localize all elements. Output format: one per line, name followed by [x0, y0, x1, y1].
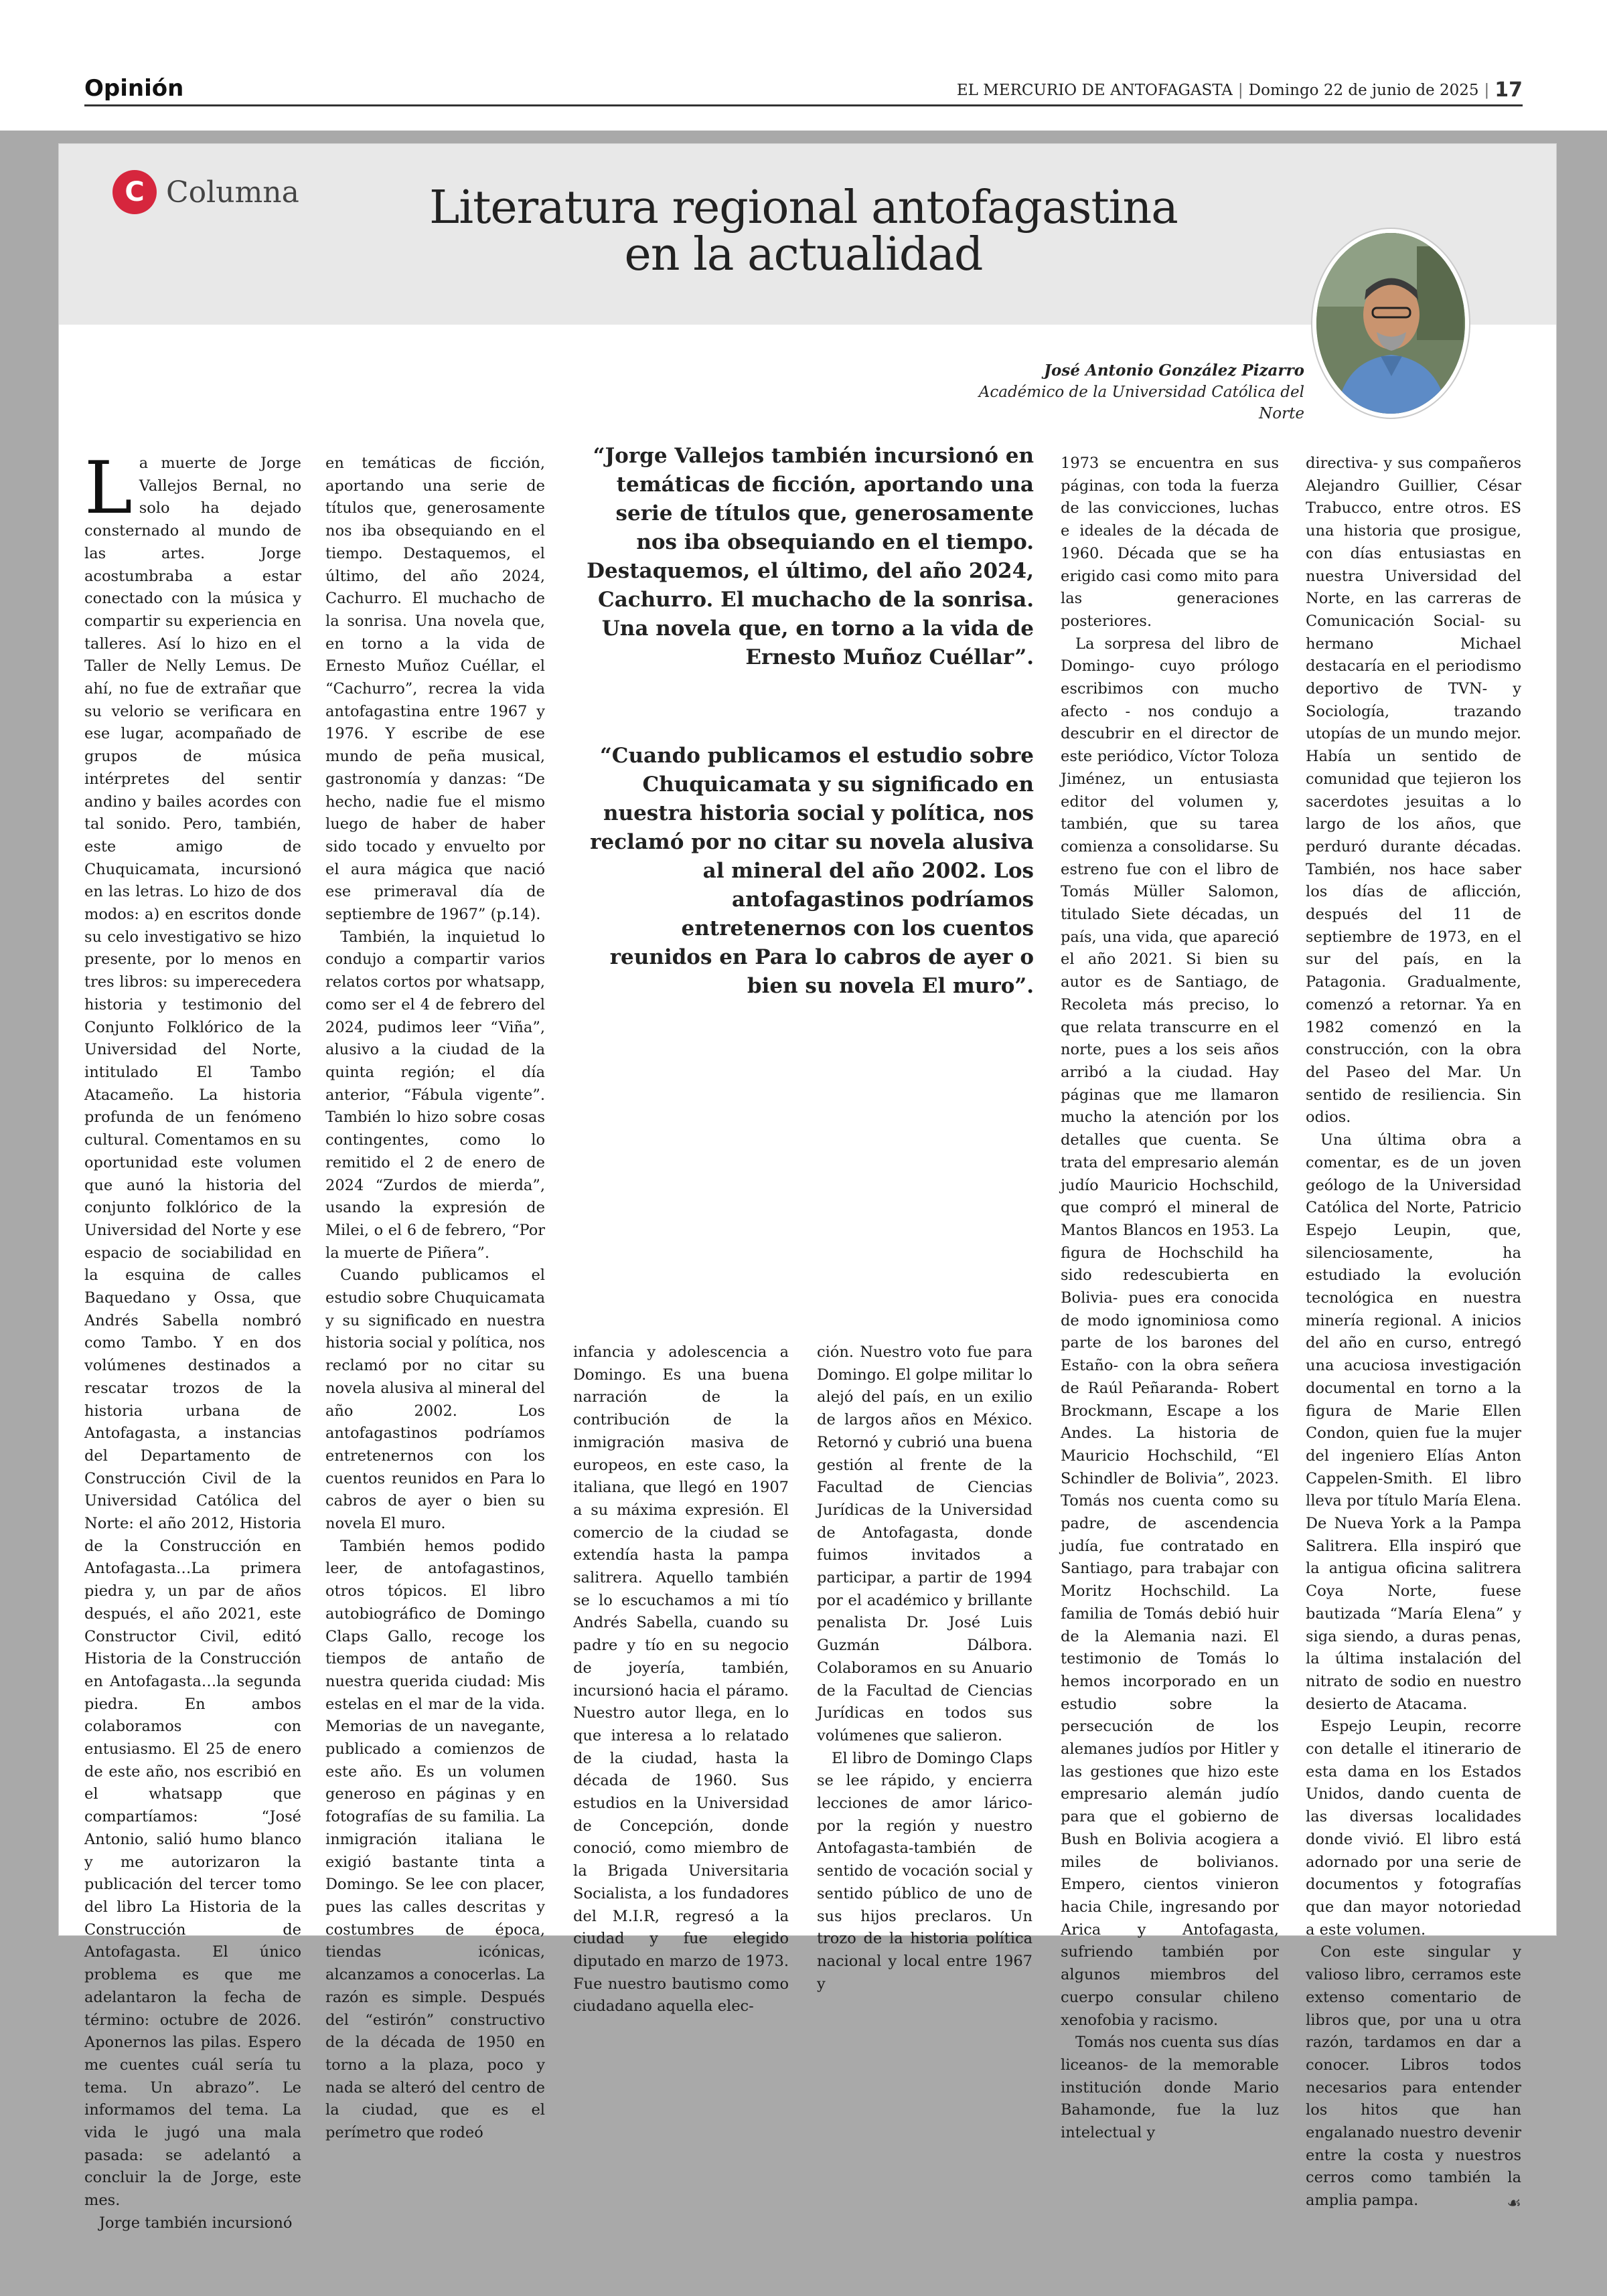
page-header	[84, 64, 1523, 102]
header-rule	[84, 104, 1523, 106]
body-paragraph: También, la inquietud lo condujo a compartir varios relatos cortos por whatsapp, como ser el 4 de febrero del 2024, pudimos leer “Viña”, alusivo a la ciudad de la quinta región; el día anterior, “Fábula vigente”. También lo hizo sobre cosas contingentes, como lo remitido el 2 de enero de 2024 “Zurdos de mierda”, usando la expresión de Milei, o el 6 de febrero, “Por la muerte de Piñera”.	[325, 928, 545, 1262]
body-paragraph: ción. Nuestro voto fue para Domingo. El golpe militar lo alejó del país, en un exilio de largos años en México. Retornó y cubrió una buena gestión al frente de la Facultad de Ciencias Jurídicas de la Universidad de Antofagasta, donde fuimos invitados a participar, a partir de 1994 por el académico y brillante penalista Dr. José Luis Guzmán Dálbora. Colaboramos en su Anuario de la Facultad de Ciencias Jurídicas en todos sus volúmenes que salieron.	[817, 1343, 1032, 1744]
body-paragraph: La sorpresa del libro de Domingo- cuyo prólogo escribimos con mucho afecto - nos condujo a descubrir en el director de este periódico, Víctor Toloza Jiménez, un entusiasta editor del volumen y, también, que su tarea comienza a consolidarse. Su estreno fue con el libro de Tomás Müller Salomon, titulado Siete décadas, un país, una vida, que apareció el año 2021. Si bien su autor es de Santiago, de Recoleta más preciso, lo que relata transcurre en el norte, pues a los seis años arribó a la ciudad. Hay páginas que me llamaron mucho la atención por los detalles que cuenta. Se trata del empresario alemán judío Mauricio Hochschild, que compró el mineral de Mantos Blancos en 1953. La figura de Hochschild ha sido redescubierta en Bolivia- pues era conocida de modo ignominiosa como parte de los barones del Estaño- con la obra señera de Raúl Peñaranda- Robert Brockmann, Escape a los Andes. La historia de Mauricio Hochschild, “El Schindler de Bolivia”, 2023. Tomás nos cuenta como su padre, de ascendencia judía, fue contratado en Santiago, para trabajar con Moritz Hochschild. La familia de Tomás debió huir de la Alemania nazi. El testimonio de Tomás lo hemos incorporado en un estudio sobre la persecución de los alemanes judíos por Hitler y las gestiones que hizo este empresario alemán judío para que el gobierno de Bush en Bolivia acogiera a miles de bolivianos. Empero, cientos vinieron hacia Chile, ingresando por Arica y Antofagasta, sufriendo también por algunos miembros del cuerpo consular chileno xenofobia y racismo.	[1061, 635, 1279, 2029]
page-background-top	[0, 131, 1607, 144]
article-title-line: Literatura regional antofagastina	[429, 181, 1178, 234]
page-background-right	[1556, 144, 1607, 2296]
body-column-6	[1306, 453, 1521, 2215]
author-name: José Antonio González Pizarro	[1044, 361, 1304, 380]
page-number: 17	[1495, 78, 1523, 102]
author-role: Académico de la Universidad Católica del Norte	[978, 384, 1304, 422]
pull-quote-text: “Jorge Vallejos también incursionó en temáticas de ficción, aportando una serie de títulos que, generosamente nos iba obsequiando en el tiempo. Destaquemos, el último, del año 2024, Cachurro. El muchacho de la sonrisa. Una novela que, en torno a la vida de Ernesto Muñoz Cuéllar”.	[587, 444, 1034, 669]
body-paragraph: 1973 se encuentra en sus páginas, con toda la fuerza de las convicciones, luchas e ideales de la década de 1960. Década que se ha erigido casi como mito para las generaciones posteriores.	[1061, 455, 1279, 630]
paragraph-text: a muerte de Jorge Vallejos Bernal, no solo ha dejado consternado al mundo de las artes. Jorge acostumbraba a estar conectado con la música y compartir su experiencia en talleres. Así lo hizo en el Taller de Nelly Lemus. De ahí, no fue de extrañar que su velorio se verificara en ese lugar, acompañado de grupos de música intérpretes del sentir andino y bailes acordes con tal sonido. Pero, también, este amigo de Chuquicamata, incursionó en las letras. Lo hizo de dos modos: a) en escritos donde su celo investigativo se hizo presente, por lo menos en tres libros: su imperecedera historia y testimonio del Conjunto Folklórico de la Universidad del Norte, intitulado El Tambo Atacameño. La historia profunda de un fenómeno cultural. Comentamos en su oportunidad este volumen que aunó la historia del conjunto folklórico de la Universidad del Norte y ese espacio de sociabilidad en la esquina de calles Baquedano y Ossa, que Andrés Sabella nombró como Tambo. Y en dos volúmenes destinados a rescatar trozos de la historia urbana de Antofagasta, a instancias del Departamento de Construcción Civil de la Universidad Católica del Norte: el año 2012, Historia de la Construcción en Antofagasta…La primera piedra y, un par de años después, el año 2021, este Constructor Civil, editó Historia de la Construcción en Antofagasta…la segunda piedra. En ambos colaboramos con entusiasmo. El 25 de enero de este año, nos escribió en el whatsapp que compartíamos: “José Antonio, salió humo blanco y me autorizaron la publicación del tercer tomo del libro La Historia de la Construcción de Antofagasta. El único problema es que me adelantaron la fecha de término: octubre de 2026. Aponernos las pilas. Espero me cuentes cuál sería tu tema. Un abrazo”. Le informamos del tema. La vida le jugó una mala pasada: se adelantó a concluir la de Jorge, este mes.	[84, 455, 301, 2210]
column-badge-label: Columna	[166, 175, 299, 210]
body-column-5	[1061, 453, 1279, 2145]
author-photo-icon	[1316, 233, 1465, 414]
body-paragraph	[1306, 1941, 1521, 2212]
author-portrait	[1316, 233, 1465, 414]
paragraph-text: Con este singular y valioso libro, cerramos este extenso comentario de libros que, por una u otra razón, tardamos en dar a conocer. Libros todos necesarios para entender los hitos que han engalanado nuestro devenir entre la costa y nuestros cerros como también la amplia pampa.	[1306, 1943, 1521, 2210]
drop-cap: L	[84, 446, 133, 530]
body-paragraph: Tomás nos cuenta sus días liceanos- de la memorable institución donde Mario Bahamonde, fue la luz intelectual y	[1061, 2034, 1279, 2142]
body-column-3	[573, 1341, 789, 2018]
body-paragraph: Espejo Leupin, recorre con detalle el itinerario de esta dama en los Estados Unidos, dando cuenta de las diversas localidades donde vivió. El libro está adornado por una serie de documentos y fotografías que dan mayor notoriedad a este volumen.	[1306, 1718, 1521, 1939]
section-label: Opinión	[84, 75, 184, 102]
body-paragraph: directiva- y sus compañeros Alejandro Guillier, César Trabucco, entre otros. ES una historia que prosigue, con días entusiastas en nuestra Universidad del Norte, en las carreras de Comunicación Social- su hermano Michael destacaría en el periodismo deportivo de TVN- y Sociología, trazando utopías de un mundo mejor. Había un sentido de comunidad que tejieron los sacerdotes jesuitas a lo largo de los años, que perduró durante décadas. También, nos hace saber los días de aflicción, después del 11 de septiembre de 1973, en el sur del país, en la Patagonia. Gradualmente, comenzó a retornar. Ya en 1982 comenzó en la construcción, con la obra del Paseo del Mar. Un sentido de resiliencia. Sin odios.	[1306, 455, 1521, 1127]
body-column-1	[84, 446, 301, 2235]
column-badge	[112, 170, 299, 214]
body-column-2	[325, 453, 545, 2145]
newspaper-name: EL MERCURIO DE ANTOFAGASTA	[956, 81, 1233, 99]
pull-quote-2	[577, 742, 1034, 1001]
body-paragraph: También hemos podido leer, de antofagastinos, otros tópicos. El libro autobiográfico de Domingo Claps Gallo, recoge los tiempos de antaño de nuestra querida ciudad: Mis estelas en el mar de la vida. Memorias de un navegante, publicado a comienzos de este año. Es un volumen generoso en páginas y en fotografías de su familia. La inmigración italiana le exigió bastante tinta a Domingo. Se lee con placer, pues las calles descritas y costumbres de época, tiendas icónicas, alcanzamos a conocerlas. La razón es simple. Después del “estirón” constructivo de la década de 1950 en torno a la plaza, poco y nada se alteró del centro de la ciudad, que es el perímetro que rodeó	[325, 1537, 545, 2142]
pull-quote-1	[577, 442, 1034, 672]
article-title-line: en la actualidad	[624, 228, 983, 281]
issue-date: Domingo 22 de junio de 2025	[1248, 81, 1479, 99]
masthead-separator: |	[1237, 81, 1243, 99]
page-background-left	[0, 144, 59, 2296]
body-column-4	[817, 1341, 1032, 1995]
article-title	[375, 181, 1232, 281]
masthead-separator: |	[1484, 81, 1490, 99]
body-paragraph: infancia y adolescencia a Domingo. Es una buena narración de la contribución de la inmigración masiva de europeos, en este caso, la italiana, que llegó en 1907 a su máxima expresión. El comercio de la ciudad se extendía hasta la pampa salitrera. Aquello también se lo escuchamos a mi tío Andrés Sabella, cuando su padre y tío en su negocio de joyería, también, incursionó hacia el páramo. Nuestro autor llega, en lo que interesa a lo relatado de la ciudad, hasta la década de 1960. Sus estudios en la Universidad de Concepción, donde conoció, como miembro de la Brigada Universitaria Socialista, a los fundadores del M.I.R, regresó a la ciudad y fue elegido diputado en marzo de 1973. Fue nuestro bautismo como ciudadano aquella elec-	[573, 1343, 789, 2016]
column-badge-icon: C	[112, 170, 157, 214]
body-paragraph: en temáticas de ficción, aportando una serie de títulos que, generosamente nos iba obsequiando en el tiempo. Destaquemos, el último, del año 2024, Cachurro. El muchacho de la sonrisa. Una novela que, en torno a la vida de Ernesto Muñoz Cuéllar, el “Cachurro”, recrea la vida antofagastina entre 1967 y 1976. Y escribe de ese mundo de peña musical, gastronomía y danzas: “De hecho, nadie fue el mismo luego de haber de haber sido tocado y envuelto por el aura mágica que nació ese primeraval día de septiembre de 1967” (p.14).	[325, 455, 545, 924]
body-paragraph: Una última obra a comentar, es de un joven geólogo de la Universidad Católica del Norte, Patricio Espejo Leupin, que, silenciosamente, ha estudiado la evolución tecnológica en nuestra minería regional. A inicios del año en curso, entregó una acuciosa investigación documental en torno a la figura de Marie Ellen Condon, quien fue la mujer del ingeniero Elías Anton Cappelen-Smith. El libro lleva por título María Elena. De Nueva York a la Pampa Salitrera. Ella inspiró que la antigua oficina salitrera Coya Norte, fuese bautizada “María Elena” y siga siendo, a duras penas, la última instalación del nitrato de sodio en nuestro desierto de Atacama.	[1306, 1131, 1521, 1713]
author-byline	[964, 360, 1304, 424]
body-paragraph: Cuando publicamos el estudio sobre Chuquicamata y su significado en nuestra historia social y política, nos reclamó por no citar su novela alusiva al mineral del año 2002. Los antofagastinos podríamos entretenernos con los cuentos reunidos en Para lo cabros de ayer o bien su novela El muro.	[325, 1266, 545, 1533]
pull-quote-text: “Cuando publicamos el estudio sobre Chuquicamata y su significado en nuestra historia social y política, nos reclamó por no citar su novela alusiva al mineral del año 2002. Los antofagastinos podríamos entretenernos con los cuentos reunidos en Para lo cabros de ayer o bien su novela El muro”.	[590, 744, 1034, 998]
body-paragraph	[84, 446, 301, 2212]
end-of-article-icon: ☙	[1507, 2194, 1521, 2213]
body-paragraph: El libro de Domingo Claps se lee rápido, y encierra lecciones de amor lárico-por la región y nuestro Antofagasta-también de sentido de vocación social y sentido público de uno de sus hijos preclaros. Un trozo de la historia política nacional y local entre 1967 y	[817, 1749, 1032, 1993]
body-paragraph: Jorge también incursionó	[99, 2214, 293, 2232]
masthead	[957, 78, 1523, 102]
